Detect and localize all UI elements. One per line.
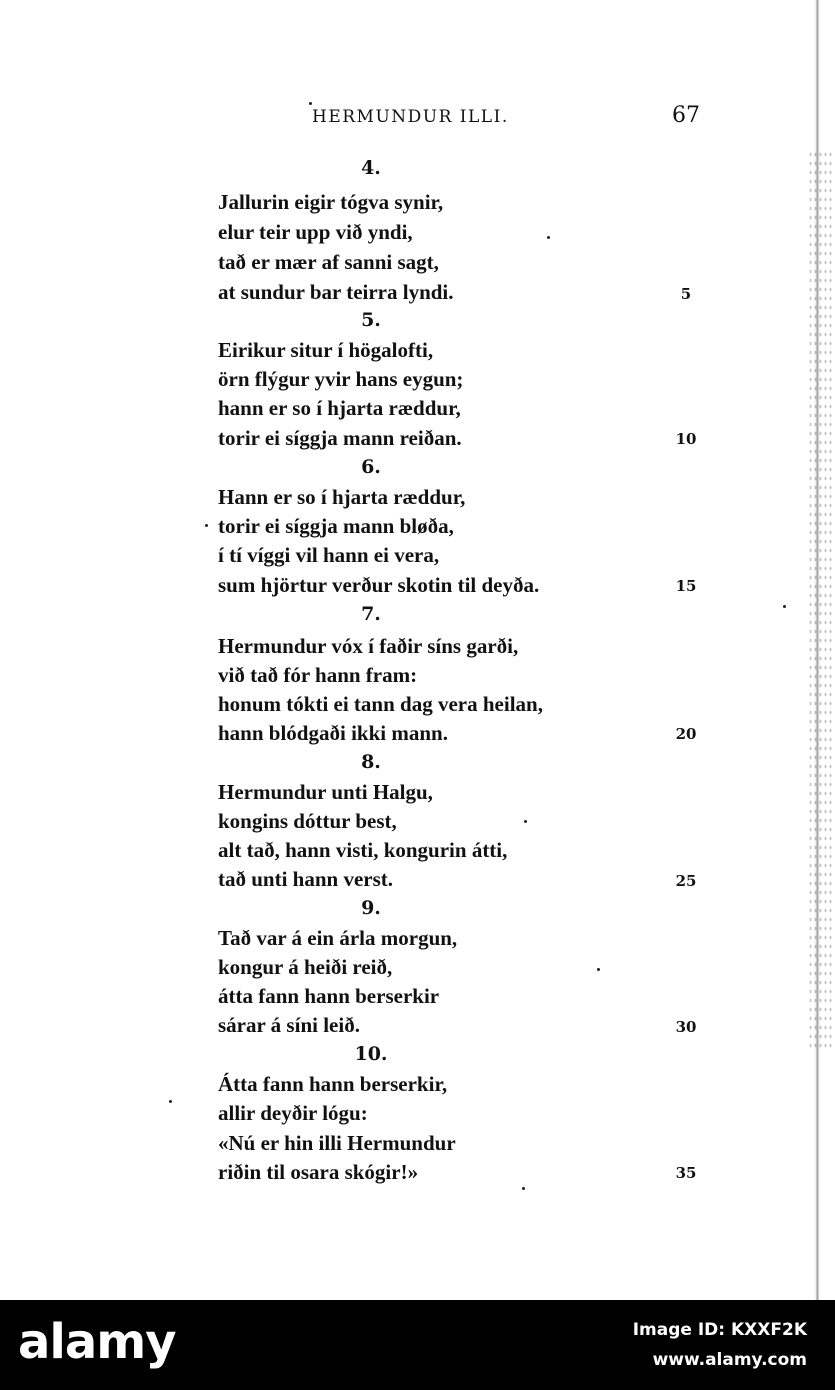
verse-line: torir ei síggja mann bløða,	[218, 514, 454, 538]
watermark-url: www.alamy.com	[652, 1350, 807, 1370]
speck	[783, 605, 786, 608]
verse-line: hann er so í hjarta ræddur,	[218, 396, 461, 420]
speck	[597, 968, 600, 971]
speck	[547, 236, 550, 239]
line-number: 10	[675, 430, 697, 448]
verse-line: við tað fór hann fram:	[218, 663, 418, 687]
verse-line: Jallurin eigir tógva synir,	[218, 190, 444, 214]
verse-line: elur teir upp við yndi,	[218, 220, 413, 244]
verse-line: tað er mær af sanni sagt,	[218, 250, 439, 274]
verse-line: allir deyðir lógu:	[218, 1101, 368, 1125]
verse-line: honum tókti ei tann dag vera heilan,	[218, 692, 543, 716]
verse-line: kongur á heiði reið,	[218, 955, 393, 979]
speck	[524, 820, 527, 823]
verse-line: «Nú er hin illi Hermundur	[218, 1131, 456, 1155]
line-number: 30	[675, 1018, 697, 1036]
stanza-number: 10.	[354, 1043, 388, 1065]
verse-line: Hann er so í hjarta ræddur,	[218, 485, 466, 509]
speck	[169, 1100, 172, 1103]
speck	[309, 102, 312, 105]
verse-line: torir ei síggja mann reiðan.	[218, 426, 462, 450]
line-number: 35	[675, 1164, 697, 1182]
verse-line: sárar á síni leið.	[218, 1013, 360, 1037]
line-number: 5	[680, 285, 692, 303]
verse-line: Eirikur situr í högalofti,	[218, 338, 434, 362]
watermark-bar	[0, 1300, 835, 1390]
verse-line: átta fann hann berserkir	[218, 984, 440, 1008]
verse-line: Hermundur vóx í faðir síns garði,	[218, 634, 519, 658]
verse-line: Hermundur unti Halgu,	[218, 780, 433, 804]
verse-line: alt tað, hann visti, kongurin átti,	[218, 838, 508, 862]
line-number: 25	[675, 872, 697, 890]
verse-line: Átta fann hann berserkir,	[218, 1072, 448, 1096]
verse-line: kongins dóttur best,	[218, 809, 397, 833]
stanza-number: 5.	[361, 309, 381, 331]
stanza-number: 7.	[361, 603, 381, 625]
speck	[205, 524, 208, 527]
stanza-number: 6.	[361, 456, 381, 478]
stanza-number: 9.	[361, 897, 381, 919]
stanza-number: 4.	[361, 157, 381, 179]
page-edge-noise	[808, 150, 832, 1050]
line-number: 20	[675, 725, 697, 743]
speck	[522, 1187, 525, 1190]
verse-line: örn flýgur yvir hans eygun;	[218, 367, 464, 391]
stanza-number: 8.	[361, 751, 381, 773]
verse-line: riðin til osara skógir!»	[218, 1160, 419, 1184]
image-id: Image ID: KXXF2K	[632, 1320, 807, 1340]
line-number: 15	[675, 577, 697, 595]
alamy-logo: alamy	[18, 1314, 176, 1370]
verse-line: í tí víggi vil hann ei vera,	[218, 543, 440, 567]
verse-line: at sundur bar teirra lyndi.	[218, 280, 454, 304]
verse-line: tað unti hann verst.	[218, 867, 394, 891]
page-number: 67	[672, 103, 700, 128]
running-head: HERMUNDUR ILLI.	[312, 107, 509, 127]
verse-line: Tað var á ein árla morgun,	[218, 926, 458, 950]
verse-line: hann blódgaði ikki mann.	[218, 721, 448, 745]
verse-line: sum hjörtur verður skotin til deyða.	[218, 573, 540, 597]
